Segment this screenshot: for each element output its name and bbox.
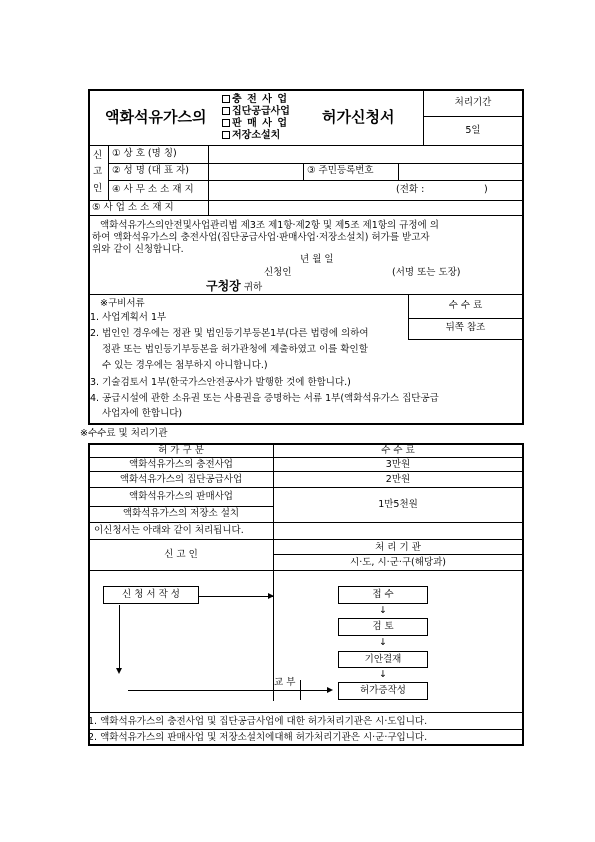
note-2: 2. 액화석유가스의 판매사업 및 저장소설치에대해 허가처리기관은 시·군·구입니다. <box>88 732 428 743</box>
arrow-down-3: ↓ <box>379 669 387 680</box>
option-sales: 판 매 사 업 <box>222 118 288 130</box>
documents-heading: ※구비서류 <box>100 298 145 309</box>
document-item-1: 1. 사업계획서 1부 <box>90 312 167 323</box>
fee-col-category: 허 가 구 분 <box>158 445 204 456</box>
deliver-label: 교 부 <box>274 677 296 688</box>
processing-period-label: 처리기간 <box>454 97 492 108</box>
step-issue: 허가증작성 <box>338 682 428 700</box>
signature-label: (서명 또는 도장) <box>392 267 461 278</box>
arrow-right-head <box>327 687 333 693</box>
resident-number-label: ③ 주민등록번호 <box>307 165 374 176</box>
option-charging: 충 전 사 업 <box>222 94 288 106</box>
representative-name-label: ② 성 명 (대 표 자) <box>112 165 189 176</box>
arrow-down-1: ↓ <box>379 605 387 616</box>
phone-label: (전화 : <box>396 184 425 195</box>
applicant-side-label-1: 신 <box>93 150 103 161</box>
fee-row-amount: 1만5천원 <box>378 499 418 510</box>
document-item-2-line-1: 2. 법인인 경우에는 정관 및 법인등기부등본1부(다른 법령에 의하여 <box>90 328 369 339</box>
resident-number-field[interactable] <box>400 164 521 179</box>
fee-label: 수 수 료 <box>448 300 483 311</box>
process-agency-sub: 시·도, 시·군·구(해당과) <box>350 557 446 568</box>
document-item-3: 3. 기술검토서 1부(한국가스안전공사가 발행한 것에 한합니다.) <box>90 377 351 388</box>
fee-row-category: 액화석유가스의 판매사업 <box>129 491 233 502</box>
process-agency-header: 처 리 기 관 <box>375 542 421 553</box>
step-decision: 기안결재 <box>338 651 428 668</box>
step-review: 검 토 <box>338 618 428 636</box>
arrow-down-head <box>116 668 122 674</box>
fee-row-category: 액화석유가스의 집단공급사업 <box>119 474 243 485</box>
declaration-line-3: 위와 같이 신청합니다. <box>92 244 184 255</box>
recipient-title: 구청장 <box>206 279 241 293</box>
form-title-prefix: 액화석유가스의 <box>105 108 207 126</box>
applicant-side-label-2: 고 <box>93 166 103 177</box>
checkbox-group-supply[interactable] <box>222 107 230 115</box>
process-applicant-header: 신 고 인 <box>164 549 198 560</box>
recipient-suffix: 귀하 <box>243 282 263 293</box>
fees-section-label: ※수수료 및 처리기관 <box>80 428 168 439</box>
document-item-2-line-3: 수 있는 경우에는 첨부하지 아니합니다.) <box>102 360 268 371</box>
arrow-down-2: ↓ <box>379 637 387 648</box>
fee-col-amount: 수 수 료 <box>381 445 415 456</box>
recipient <box>206 279 262 293</box>
business-name-label: ① 상 호 (명 칭) <box>112 148 177 159</box>
document-item-2-line-2: 정관 또는 법인등기부등본을 허가관청에 제출하였고 이를 확인할 <box>102 344 368 355</box>
business-name-field[interactable] <box>210 146 521 162</box>
fee-row-category: 액화석유가스의 저장소 설치 <box>122 508 240 519</box>
applicant-label: 신청인 <box>264 267 292 278</box>
checkbox-storage[interactable] <box>222 131 230 139</box>
business-site-label: ⑤ 사 업 소 소 재 지 <box>92 202 174 213</box>
arrow-right-head <box>268 593 274 599</box>
fee-row-amount: 3만원 <box>385 459 411 470</box>
processing-period-value: 5일 <box>465 125 481 136</box>
date-label: 년 월 일 <box>300 254 334 265</box>
declaration-line-2: 하여 액화석유가스의 충전사업(집단공급사업·판매사업·저장소설치) 허가를 받고자 <box>92 232 430 243</box>
note-1: 1. 액화석유가스의 충전사업 및 집단공급사업에 대한 허가처리기관은 시·도입니다. <box>88 716 428 727</box>
document-item-4-line-2: 사업자에 한합니다) <box>102 408 183 419</box>
phone-close: ) <box>484 184 488 195</box>
option-storage: 저장소설치 <box>222 130 280 142</box>
fee-row-category: 액화석유가스의 충전사업 <box>129 459 233 470</box>
office-address-field[interactable] <box>210 181 390 199</box>
representative-name-field[interactable] <box>210 164 302 179</box>
fee-value: 뒤쪽 참조 <box>445 322 486 333</box>
document-item-4-line-1: 4. 공급시설에 관한 소유권 또는 사용권을 증명하는 서류 1부(액화석유가스 집단공급 <box>90 393 439 404</box>
step-apply: 신 청 서 작 성 <box>103 586 199 604</box>
applicant-side-label-3: 인 <box>93 183 103 194</box>
declaration-line-1: 액화석유가스의안전및사업관리법 제3조 제1항·제2항 및 제5조 제1항의 규정에 의 <box>100 220 439 231</box>
fee-row-amount: 2만원 <box>385 474 411 485</box>
process-intro: 이신청서는 아래와 같이 처리됩니다. <box>94 525 244 536</box>
checkbox-sales[interactable] <box>222 119 230 127</box>
office-address-label: ④ 사 무 소 소 재 지 <box>112 184 194 195</box>
checkbox-charging[interactable] <box>222 95 230 103</box>
step-receive: 접 수 <box>338 586 428 604</box>
business-site-field[interactable] <box>210 201 521 214</box>
option-group-supply: 집단공급사업 <box>222 106 290 118</box>
form-title-suffix: 허가신청서 <box>322 108 395 126</box>
